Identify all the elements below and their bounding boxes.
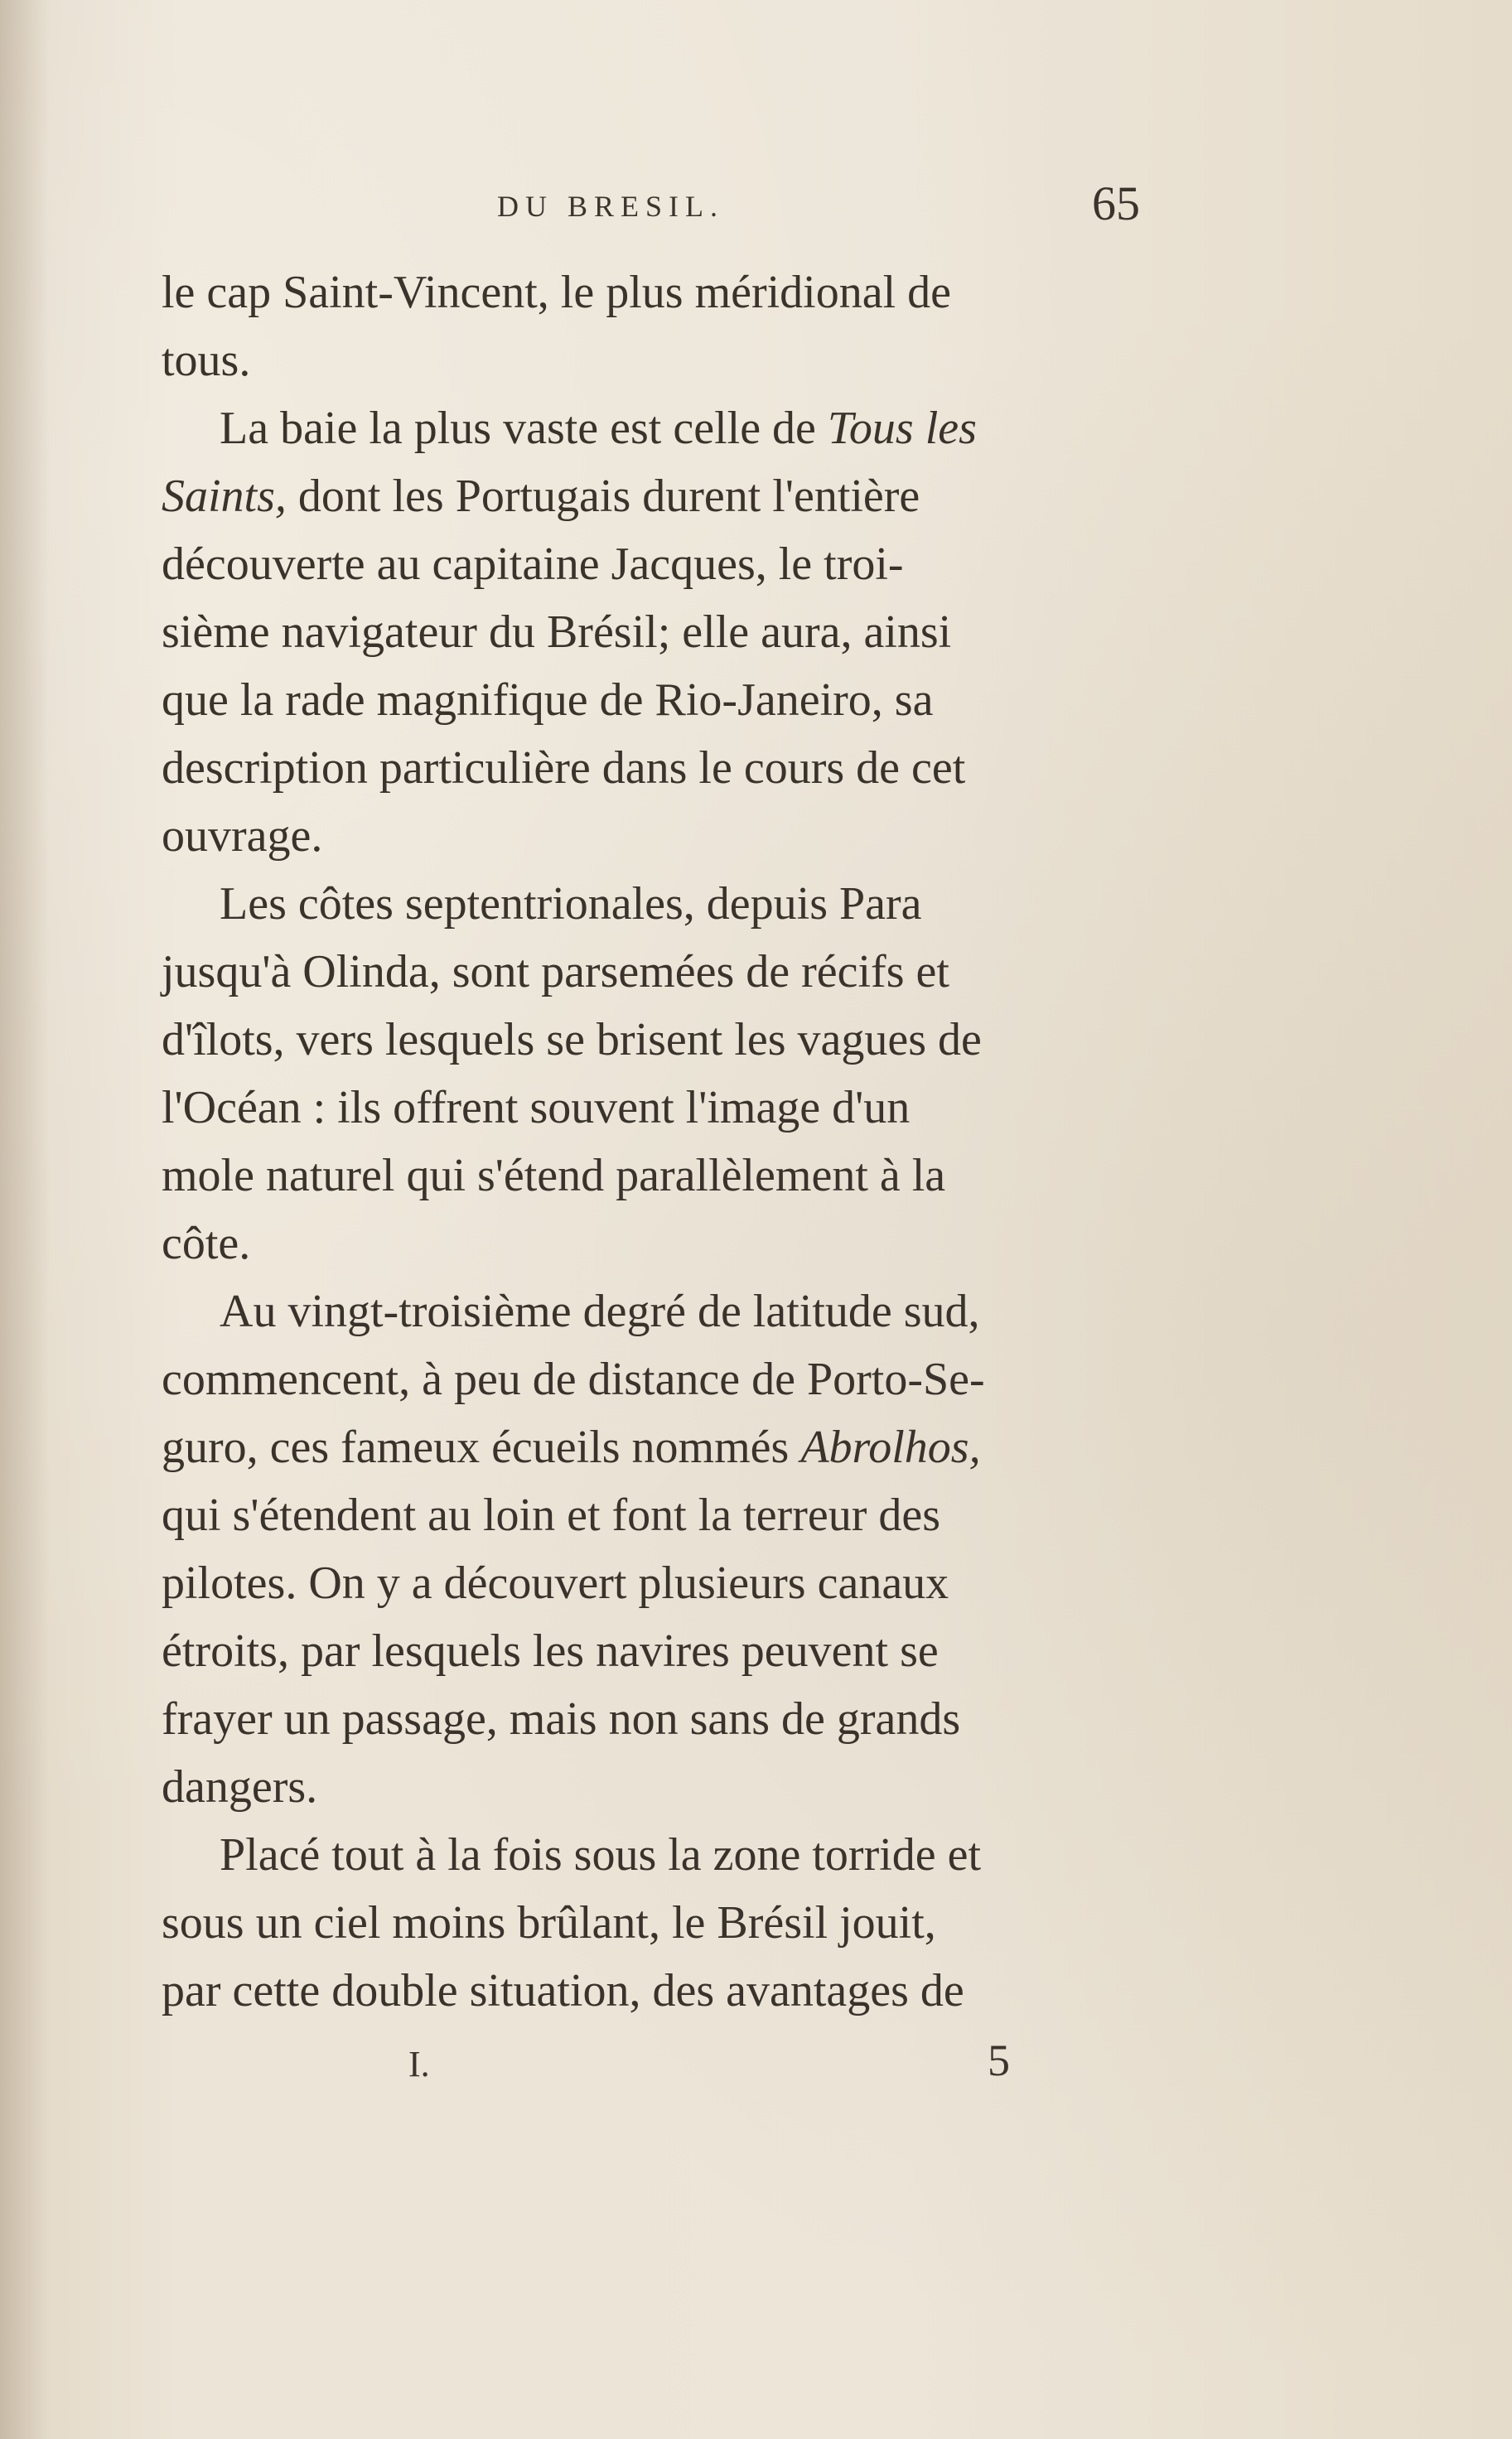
italic-place-name: Saints, bbox=[162, 471, 287, 522]
running-head: DU BRESIL. bbox=[497, 190, 725, 223]
page-number: 65 bbox=[1092, 176, 1140, 230]
sheet-number: 5 bbox=[988, 2036, 1010, 2085]
text-line: ouvrage. bbox=[162, 810, 323, 862]
text-line: jusqu'à Olinda, sont parsemées de récifs et bbox=[162, 946, 949, 997]
paragraph-start-line: Au vingt-troisième degré de latitude sud, bbox=[220, 1286, 980, 1337]
text-line: sième navigateur du Brésil; elle aura, ainsi bbox=[162, 606, 952, 658]
paragraph-start-line: Placé tout à la fois sous la zone torride et bbox=[220, 1829, 982, 1881]
text-line: découverte au capitaine Jacques, le troi- bbox=[162, 539, 904, 590]
text-line: qui s'étendent au loin et font la terreur des bbox=[162, 1490, 940, 1541]
italic-place-name: Tous les bbox=[827, 403, 977, 454]
text-line: côte. bbox=[162, 1218, 251, 1269]
text-line: par cette double situation, des avantages de bbox=[162, 1965, 964, 2016]
text-line: Saints, dont les Portugais durent l'entière bbox=[162, 471, 920, 522]
text-line: commencent, à peu de distance de Porto-Se- bbox=[162, 1354, 985, 1405]
text-line: sous un ciel moins brûlant, le Brésil jouit, bbox=[162, 1897, 936, 1949]
paragraph-start-line: La baie la plus vaste est celle de Tous les bbox=[220, 403, 977, 454]
text-line: frayer un passage, mais non sans de grands bbox=[162, 1693, 961, 1745]
text-line: étroits, par lesquels les navires peuvent se bbox=[162, 1625, 939, 1677]
text-line: description particulière dans le cours de cet bbox=[162, 742, 966, 794]
italic-place-name: Abrolhos, bbox=[800, 1422, 981, 1473]
text-line: mole naturel qui s'étend parallèlement à la bbox=[162, 1150, 946, 1201]
body-text bbox=[162, 258, 1182, 2025]
text-line: le cap Saint-Vincent, le plus méridional de bbox=[162, 267, 952, 318]
paragraph-start-line: Les côtes septentrionales, depuis Para bbox=[220, 878, 922, 930]
text-line: d'îlots, vers lesquels se brisent les vagues de bbox=[162, 1014, 982, 1065]
text-line: pilotes. On y a découvert plusieurs canaux bbox=[162, 1558, 949, 1609]
text-line: que la rade magnifique de Rio-Janeiro, sa bbox=[162, 674, 934, 726]
text-line: tous. bbox=[162, 335, 251, 386]
signature-mark: I. bbox=[408, 2044, 430, 2084]
text-line: dangers. bbox=[162, 1761, 318, 1813]
spine-shadow bbox=[0, 0, 50, 2439]
text-line: l'Océan : ils offrent souvent l'image d'un bbox=[162, 1082, 911, 1133]
text-line: guro, ces fameux écueils nommés Abrolhos, bbox=[162, 1422, 981, 1473]
